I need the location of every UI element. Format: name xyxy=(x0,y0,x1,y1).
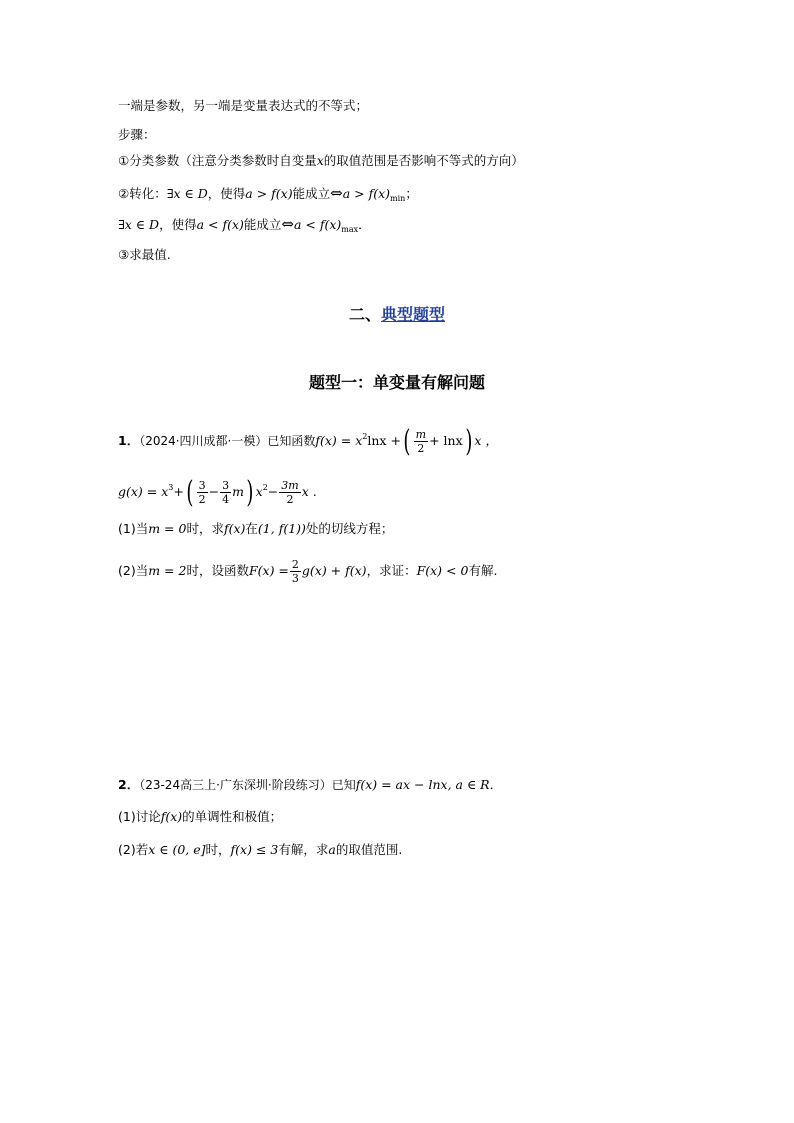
frac-2-over-3 xyxy=(290,558,301,585)
problem-2-q1 xyxy=(118,808,282,826)
g-exp: 3 xyxy=(168,483,174,492)
frac-num: 2 xyxy=(291,558,299,571)
problem-1-g xyxy=(118,474,317,510)
steps-label: 步骤： xyxy=(118,127,156,142)
step-1-var: x xyxy=(316,153,324,168)
g-x2: x xyxy=(255,484,263,499)
p2-q1-f: f(x) xyxy=(160,809,183,824)
f-ln: lnx + xyxy=(367,433,401,448)
paren-close-icon: ) xyxy=(246,474,254,510)
step-2b-end: ． xyxy=(358,217,371,232)
paren-open-icon: ( xyxy=(186,474,194,510)
intro-line-1: 一端是参数，另一端是变量表达式的不等式； xyxy=(118,98,369,113)
q2-rhs: g(x) + f(x) xyxy=(301,563,367,578)
step-2b-ineq: a < f(x) xyxy=(196,217,244,232)
step-2-can: 能成立 xyxy=(292,186,331,201)
q2-req: ，求证： xyxy=(366,563,417,578)
problem-1-q1 xyxy=(118,520,393,538)
step-2b xyxy=(118,215,371,239)
frac-num: 3 xyxy=(222,479,230,492)
minus: − xyxy=(208,484,220,499)
step-2b-mid: ，使得 xyxy=(159,217,197,232)
p2-q2-mid: 时， xyxy=(205,842,231,857)
g-exp2: 2 xyxy=(262,483,268,492)
subsection-heading: 题型一：单变量有解问题 xyxy=(308,373,485,392)
p2-q1-pre: (1)讨论 xyxy=(118,809,161,824)
f-def: f(x) = x xyxy=(315,433,363,448)
p2-q2-pre: (2)若 xyxy=(118,842,149,857)
step-1-text-end: 的取值范围是否影响不等式的方向） xyxy=(323,153,524,168)
g-m: m xyxy=(232,484,244,499)
q2-cond: m = 2 xyxy=(148,563,187,578)
paren-close-icon: ) xyxy=(464,423,472,459)
p2-f-end: ． xyxy=(489,777,503,792)
minus-2: − xyxy=(267,484,279,499)
q1-cond: m = 0 xyxy=(148,521,187,536)
g-plus: + xyxy=(173,484,184,499)
frac-m-over-2 xyxy=(414,428,428,455)
plus-ln: + lnx xyxy=(429,433,463,448)
frac-num: m xyxy=(415,428,427,441)
problem-1-number: 1． xyxy=(118,433,140,448)
problem-1-q2 xyxy=(118,558,497,585)
problem-1-source: （2024·四川成都·一模）已知函数 xyxy=(139,434,316,448)
q1-in: 在 xyxy=(245,521,258,536)
step-2b-sub: max xyxy=(341,225,359,234)
q2-ineq: F(x) < 0 xyxy=(416,563,469,578)
q2-pre: (2)当 xyxy=(118,563,149,578)
q2-end: 有解. xyxy=(468,563,498,578)
q1-f: f(x) xyxy=(223,521,246,536)
q2-F: F(x) = xyxy=(248,563,289,578)
problem-2-q2 xyxy=(118,841,402,859)
p2-q2-ineq: f(x) ≤ 3 xyxy=(230,842,279,857)
step-2b-cond: ∃x ∈ D xyxy=(118,217,160,232)
problem-2-stem xyxy=(118,776,502,794)
q1-end: 处的切线方程； xyxy=(305,521,394,536)
section-heading xyxy=(0,302,794,325)
frac-den: 4 xyxy=(222,493,230,506)
q1-point: (1, f(1)) xyxy=(257,521,306,536)
f-exp: 2 xyxy=(362,432,368,441)
step-1 xyxy=(118,152,524,170)
step-2-rhs: a > f(x) xyxy=(342,186,391,201)
problem-2-number: 2． xyxy=(118,777,140,792)
step-3: ③求最值. xyxy=(118,247,171,262)
frac-den: 3 xyxy=(291,572,299,585)
section-link[interactable]: 典型题型 xyxy=(381,305,446,324)
q2-mid: 时，设函数 xyxy=(186,563,249,578)
q1-pre: (1)当 xyxy=(118,521,149,536)
frac-den: 2 xyxy=(198,493,206,506)
p2-q2-a: a xyxy=(328,842,336,857)
q1-mid: 时，求 xyxy=(186,521,224,536)
p2-q2-mid2: 有解，求 xyxy=(278,842,329,857)
step-2-ineq: a > f(x) xyxy=(245,186,293,201)
step-2-label: ②转化： xyxy=(118,186,167,201)
paren-open-icon: ( xyxy=(403,423,411,459)
p2-q2-end: 的取值范围. xyxy=(335,842,403,857)
step-2b-iff: ⇔ xyxy=(281,215,294,233)
frac-num: 3 xyxy=(198,479,206,492)
g-tail: x . xyxy=(301,484,317,499)
step-2-mid: ，使得 xyxy=(207,186,246,201)
frac-num: 3m xyxy=(281,479,299,492)
step-2-end: ； xyxy=(405,186,418,201)
p2-q1-end: 的单调性和极值； xyxy=(182,809,283,824)
step-1-text: ①分类参数（注意分类参数时自变量 xyxy=(118,153,317,168)
problem-1-stem xyxy=(118,423,498,459)
f-tail: x ， xyxy=(474,433,498,448)
step-2-cond: ∃x ∈ D xyxy=(166,186,208,201)
frac-3-over-2 xyxy=(197,479,208,506)
step-2b-rhs: a < f(x) xyxy=(293,217,342,232)
step-2-iff: ⇔ xyxy=(330,184,343,202)
step-2 xyxy=(118,184,418,208)
step-2-sub: min xyxy=(390,194,406,203)
section-prefix: 二、 xyxy=(348,305,381,324)
frac-den: 2 xyxy=(286,493,294,506)
p2-f-def: f(x) = ax − lnx, a ∈ R xyxy=(355,777,490,792)
frac-3m-over-2 xyxy=(279,479,300,506)
frac-den: 2 xyxy=(417,442,425,455)
problem-2-source: （23-24高三上·广东深圳·阶段练习）已知 xyxy=(139,778,356,792)
g-def: g(x) = x xyxy=(118,484,169,499)
p2-q2-cond: x ∈ (0, e] xyxy=(148,842,206,857)
frac-3-over-4 xyxy=(220,479,231,506)
step-2b-can: 能成立 xyxy=(243,217,282,232)
